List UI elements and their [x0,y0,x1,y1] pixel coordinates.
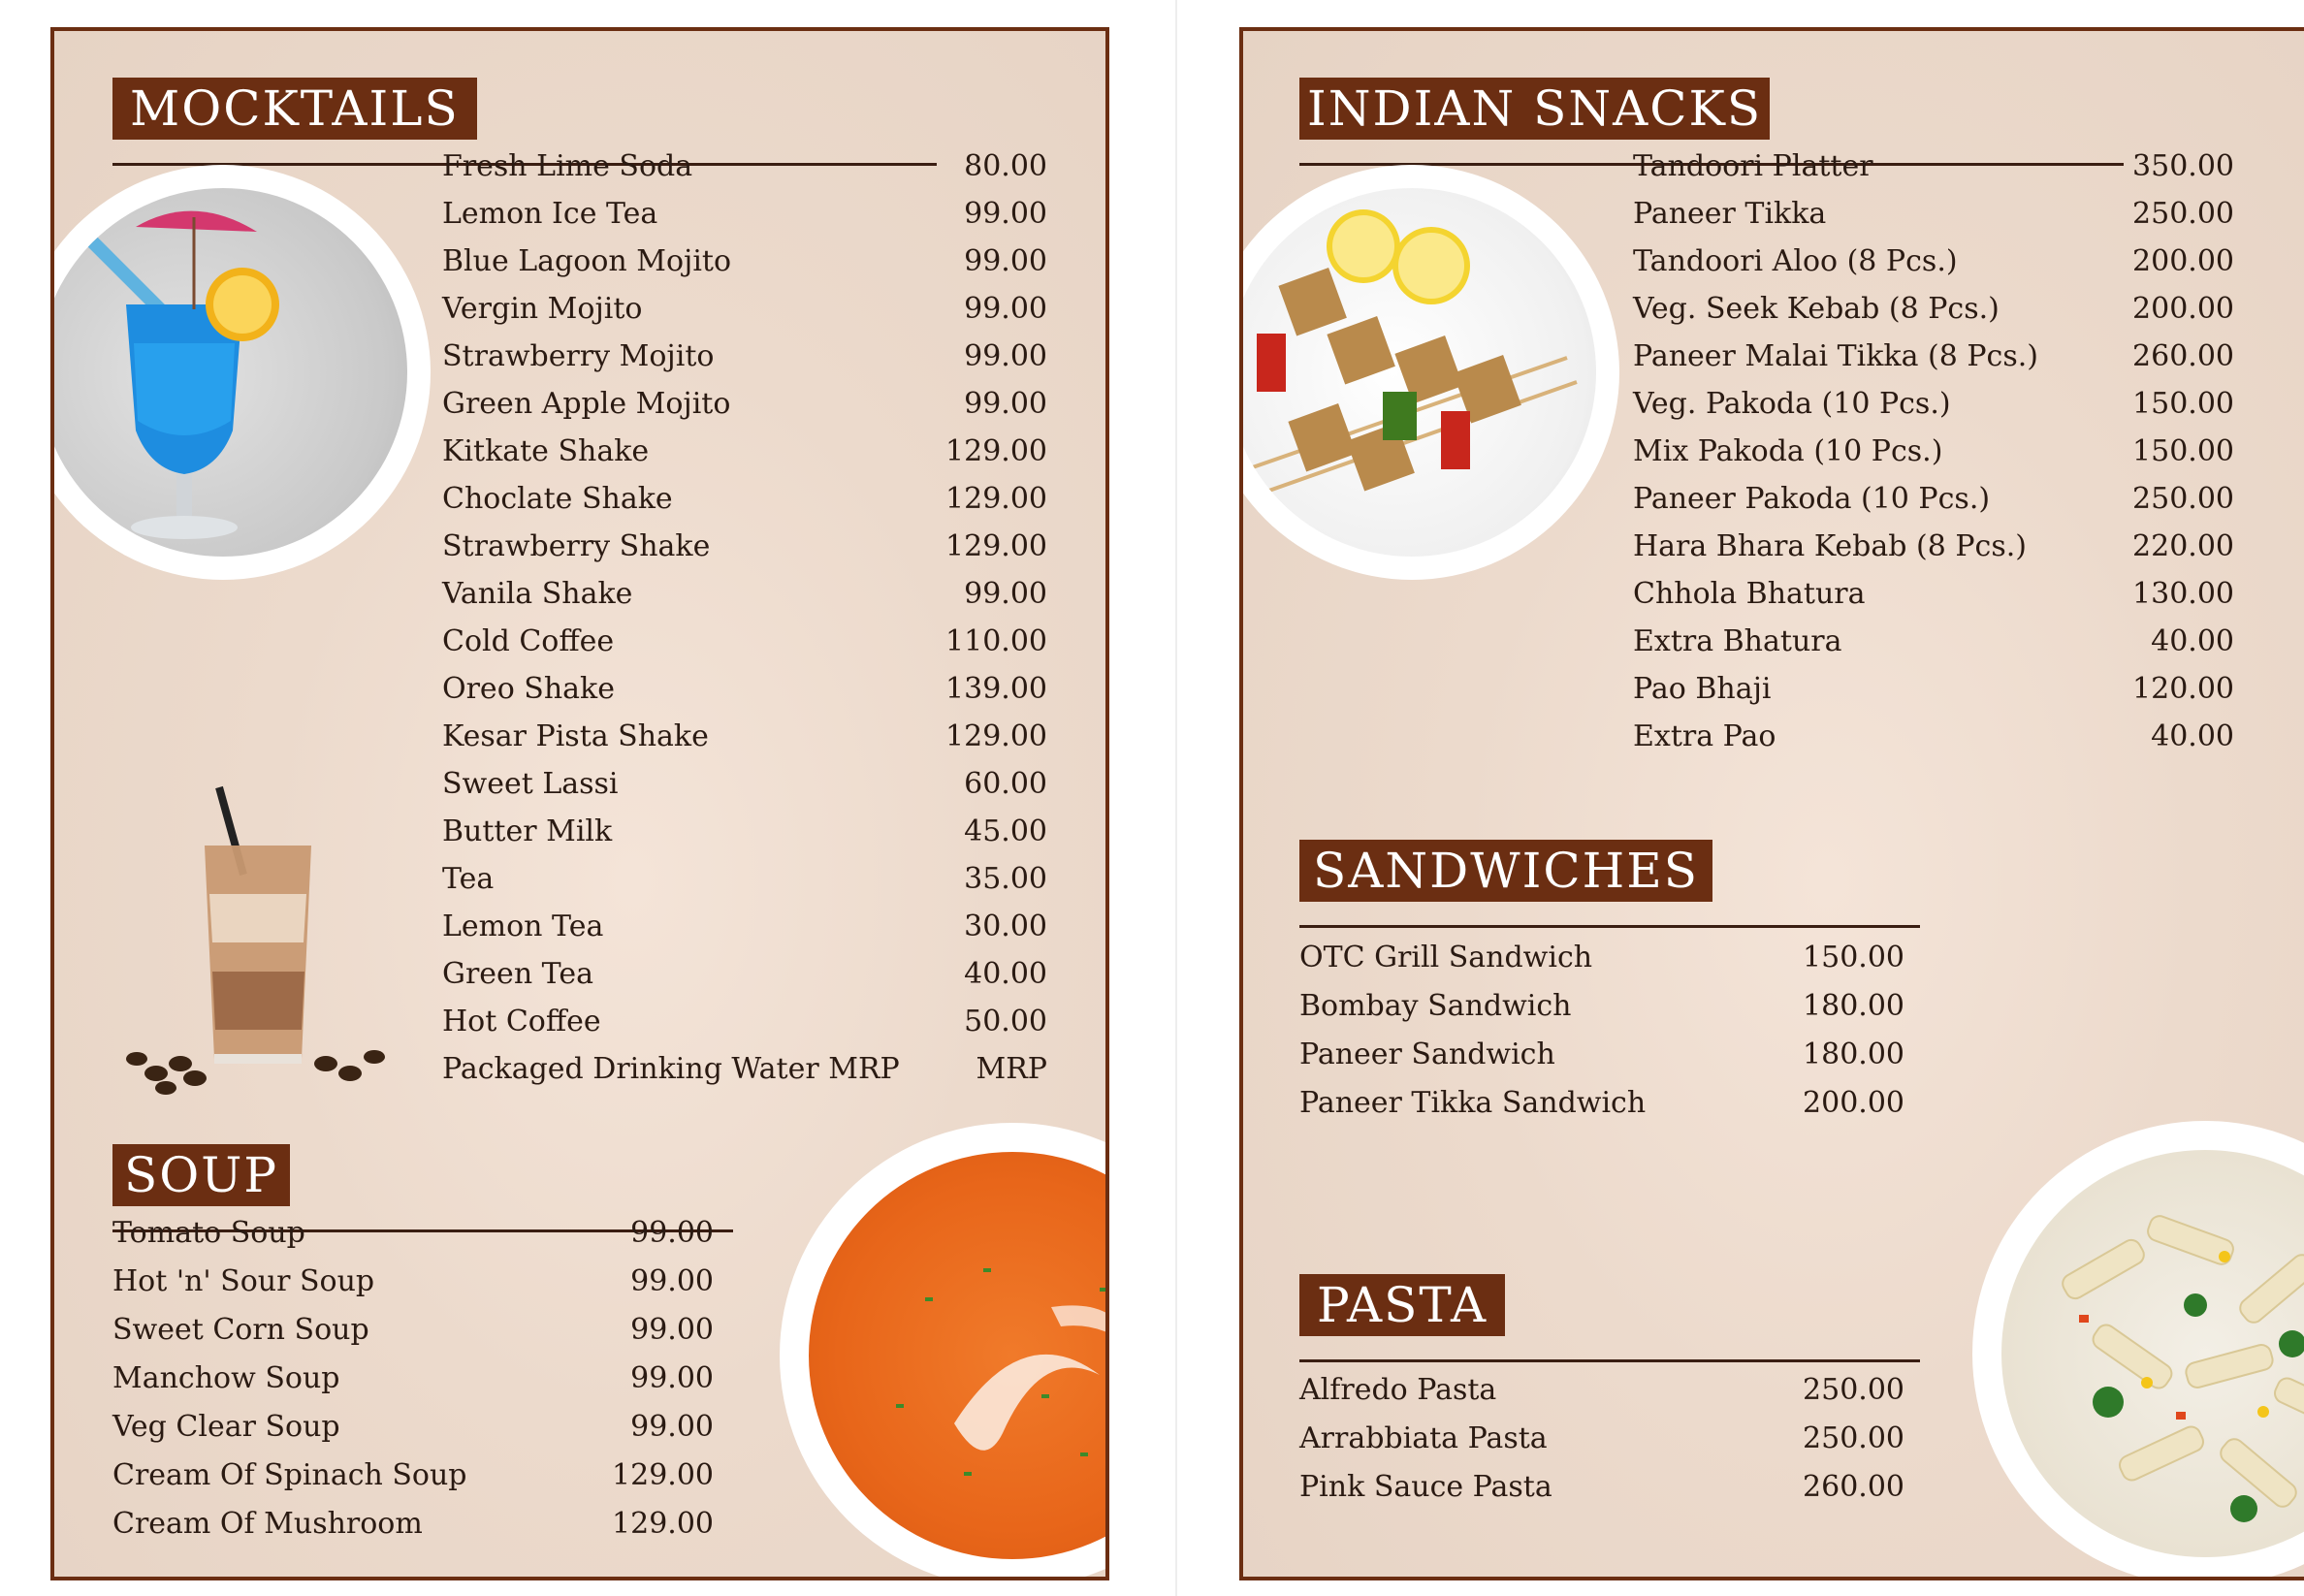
item-name: Green Tea [442,957,593,991]
item-price: 200.00 [2132,244,2234,278]
item-name: Chhola Bhatura [1633,577,1866,611]
menu-item [1299,1421,1904,1470]
item-name: Veg. Pakoda (10 Pcs.) [1633,387,1951,421]
sandwiches-title: SANDWICHES [1299,840,1712,902]
item-price: 60.00 [964,767,1047,801]
item-price: 220.00 [2132,529,2234,563]
menu-item [442,862,1047,910]
item-name: Vergin Mojito [442,292,643,326]
sandwiches-list [1299,941,1904,1134]
menu-item [112,1458,714,1507]
menu-item [442,292,1047,339]
item-name: Packaged Drinking Water MRP [442,1052,900,1086]
menu-item [1633,434,2234,482]
item-price: 99.00 [630,1264,714,1298]
soup-list [112,1216,714,1555]
item-price: 99.00 [630,1216,714,1250]
item-price: 99.00 [630,1410,714,1444]
item-price: 110.00 [945,624,1047,658]
menu-item [112,1264,714,1313]
menu-item [442,529,1047,577]
item-name: Cold Coffee [442,624,615,658]
item-name: Alfredo Pasta [1299,1373,1497,1407]
penne-pasta-illustration [2001,1150,2304,1557]
mocktails-list [442,149,1047,1100]
item-price: 30.00 [964,910,1047,943]
item-price: 350.00 [2132,149,2234,183]
menu-item [442,482,1047,529]
menu-item [442,149,1047,197]
menu-item [112,1313,714,1361]
menu-item [1633,577,2234,624]
item-price: 129.00 [945,719,1047,753]
menu-item [1299,989,1904,1037]
blue-drink-illustration [50,188,407,557]
pasta-photo [1972,1121,2304,1580]
item-name: Tandoori Aloo (8 Pcs.) [1633,244,1958,278]
menu-item [1633,529,2234,577]
item-price: 180.00 [1803,989,1904,1023]
pasta-heading [1299,1274,1920,1367]
item-name: Choclate Shake [442,482,673,516]
item-name: Tomato Soup [112,1216,305,1250]
menu-item [442,1005,1047,1052]
item-name: Hot Coffee [442,1005,601,1038]
menu-item [1299,1373,1904,1421]
item-name: Cream Of Spinach Soup [112,1458,467,1492]
menu-item [1299,1037,1904,1086]
menu-item [442,672,1047,719]
menu-item [442,577,1047,624]
menu-item [442,957,1047,1005]
menu-item [1633,339,2234,387]
item-price: 99.00 [964,197,1047,231]
item-name: Butter Milk [442,814,613,848]
menu-item [442,814,1047,862]
item-price: 129.00 [945,529,1047,563]
item-name: Veg. Seek Kebab (8 Pcs.) [1633,292,2000,326]
item-price: 120.00 [2132,672,2234,706]
item-name: Paneer Pakoda (10 Pcs.) [1633,482,1991,516]
soup-garnish-illustration [809,1152,1109,1559]
item-name: Green Apple Mojito [442,387,731,421]
item-price: 260.00 [1803,1470,1904,1504]
item-name: Paneer Sandwich [1299,1037,1555,1071]
menu-item [442,387,1047,434]
menu-item [1633,672,2234,719]
menu-item [1633,482,2234,529]
blue-lagoon-photo [50,165,431,580]
paneer-tikka-photo [1239,165,1619,580]
item-price: 50.00 [964,1005,1047,1038]
item-name: Manchow Soup [112,1361,340,1395]
sandwiches-heading [1299,840,1920,933]
menu-item [442,767,1047,814]
iced-coffee-illustration [98,749,418,1098]
item-price: 250.00 [1803,1421,1904,1455]
item-name: Sweet Corn Soup [112,1313,369,1347]
item-name: Kesar Pista Shake [442,719,709,753]
item-name: Vanila Shake [442,577,633,611]
item-name: Lemon Tea [442,910,604,943]
item-price: 200.00 [1803,1086,1904,1120]
item-name: Paneer Malai Tikka (8 Pcs.) [1633,339,2038,373]
item-price: 40.00 [2151,719,2234,753]
menu-item [1633,292,2234,339]
item-name: OTC Grill Sandwich [1299,941,1593,974]
item-price: 45.00 [964,814,1047,848]
item-name: Oreo Shake [442,672,615,706]
item-price: 150.00 [2132,387,2234,421]
item-price: 260.00 [2132,339,2234,373]
menu-item [1633,624,2234,672]
item-price: 250.00 [2132,197,2234,231]
item-name: Lemon Ice Tea [442,197,658,231]
item-name: Sweet Lassi [442,767,619,801]
item-price: 129.00 [945,482,1047,516]
menu-item [442,244,1047,292]
menu-item [442,339,1047,387]
item-price: 80.00 [964,149,1047,183]
item-name: Fresh Lime Soda [442,149,693,183]
mocktails-title: MOCKTAILS [112,78,477,140]
item-price: 129.00 [612,1458,714,1492]
item-price: 129.00 [945,434,1047,468]
menu-item [442,719,1047,767]
item-name: Cream Of Mushroom [112,1507,423,1541]
item-price: 250.00 [2132,482,2234,516]
pasta-title: PASTA [1299,1274,1505,1336]
item-price: 129.00 [612,1507,714,1541]
menu-item [442,624,1047,672]
item-price: 200.00 [2132,292,2234,326]
paneer-skewer-illustration [1239,188,1596,557]
item-price: MRP [976,1052,1047,1086]
item-price: 150.00 [1803,941,1904,974]
item-price: 99.00 [964,244,1047,278]
item-price: 35.00 [964,862,1047,896]
pasta-rule [1299,1359,1920,1362]
item-name: Hara Bhara Kebab (8 Pcs.) [1633,529,2027,563]
menu-item [112,1410,714,1458]
menu-item [1299,1470,1904,1518]
indian-snacks-list [1633,149,2234,767]
item-price: 40.00 [964,957,1047,991]
item-name: Extra Pao [1633,719,1776,753]
page-gutter [1175,0,1177,1596]
item-price: 130.00 [2132,577,2234,611]
menu-page-right [1239,27,2304,1580]
pasta-list [1299,1373,1904,1518]
sandwiches-rule [1299,925,1920,928]
item-name: Hot 'n' Sour Soup [112,1264,375,1298]
menu-item [1633,387,2234,434]
menu-item [1633,149,2234,197]
item-price: 250.00 [1803,1373,1904,1407]
menu-item [442,434,1047,482]
item-price: 99.00 [630,1361,714,1395]
item-name: Arrabbiata Pasta [1299,1421,1548,1455]
item-name: Pao Bhaji [1633,672,1772,706]
item-name: Pink Sauce Pasta [1299,1470,1552,1504]
item-price: 150.00 [2132,434,2234,468]
item-price: 99.00 [964,339,1047,373]
menu-item [1633,197,2234,244]
soup-title: SOUP [112,1144,290,1206]
menu-item [112,1361,714,1410]
item-price: 40.00 [2151,624,2234,658]
menu-item [442,197,1047,244]
menu-item [1633,719,2234,767]
item-name: Strawberry Shake [442,529,711,563]
menu-page-left [50,27,1109,1580]
menu-item [112,1216,714,1264]
item-name: Mix Pakoda (10 Pcs.) [1633,434,1943,468]
item-price: 99.00 [964,577,1047,611]
item-price: 99.00 [964,387,1047,421]
menu-item [442,910,1047,957]
menu-item [1633,244,2234,292]
item-name: Paneer Tikka Sandwich [1299,1086,1647,1120]
item-name: Strawberry Mojito [442,339,715,373]
item-price: 180.00 [1803,1037,1904,1071]
item-name: Tea [442,862,495,896]
item-price: 139.00 [945,672,1047,706]
item-price: 99.00 [630,1313,714,1347]
item-name: Blue Lagoon Mojito [442,244,732,278]
menu-item [1299,941,1904,989]
item-name: Paneer Tikka [1633,197,1827,231]
item-name: Extra Bhatura [1633,624,1842,658]
item-name: Bombay Sandwich [1299,989,1572,1023]
menu-item [442,1052,1047,1100]
menu-item [1299,1086,1904,1134]
tomato-soup-photo [780,1123,1109,1580]
item-name: Veg Clear Soup [112,1410,340,1444]
indian-snacks-title: INDIAN SNACKS [1299,78,1770,140]
menu-item [112,1507,714,1555]
item-price: 99.00 [964,292,1047,326]
item-name: Kitkate Shake [442,434,650,468]
item-name: Tandoori Platter [1633,149,1873,183]
